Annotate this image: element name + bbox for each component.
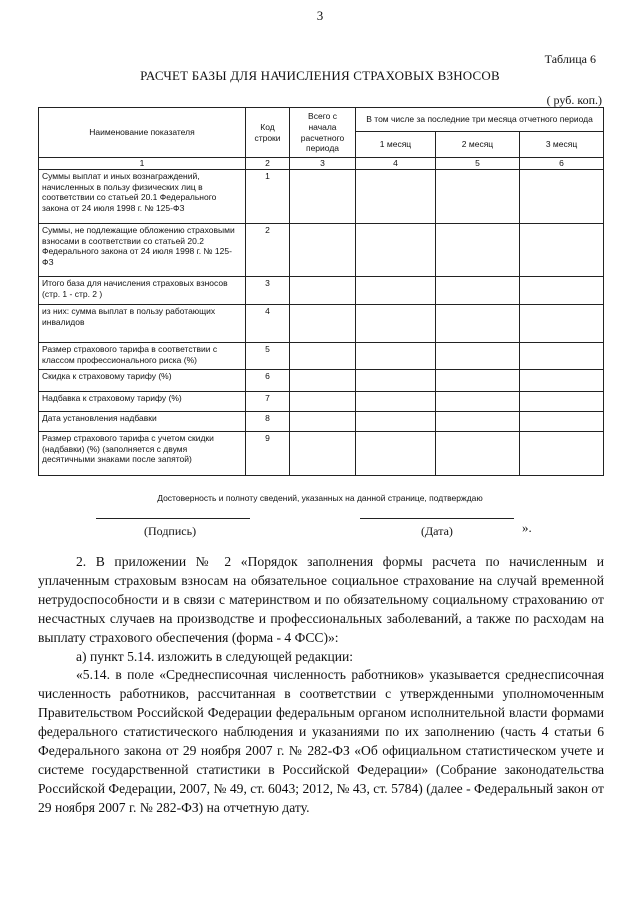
row-name: Суммы выплат и иных вознаграждений, начисленных в пользу физических лиц в соответствии со статьей 20.1 Федерального закона от 24 июля 1998 г. № 125-ФЗ	[39, 170, 246, 224]
value-cell[interactable]	[520, 370, 604, 392]
value-cell[interactable]	[436, 277, 520, 305]
column-number: 2	[246, 158, 290, 170]
table-row	[39, 343, 604, 370]
value-cell[interactable]	[520, 224, 604, 277]
confirmation-statement: Достоверность и полноту сведений, указанных на данной странице, подтверждаю	[157, 493, 483, 503]
table-row	[39, 412, 604, 432]
amendment-text	[38, 553, 604, 818]
row-name: Надбавка к страховому тарифу (%)	[39, 392, 246, 412]
paragraph: а) пункт 5.14. изложить в следующей редакции:	[76, 648, 354, 664]
table-row	[39, 370, 604, 392]
value-cell[interactable]	[356, 170, 436, 224]
table-row	[39, 432, 604, 476]
row-code: 3	[246, 277, 290, 305]
date-line[interactable]	[360, 518, 514, 519]
value-cell[interactable]	[356, 370, 436, 392]
header-month-1: 1 месяц	[356, 132, 436, 158]
header-row-code: Код строки	[246, 108, 290, 158]
date-suffix: ».	[522, 520, 532, 535]
value-cell[interactable]	[436, 224, 520, 277]
header-last-three-months: В том числе за последние три месяца отчетного периода	[356, 108, 604, 132]
header-total: Всего с начала расчетного периода	[290, 108, 356, 158]
value-cell[interactable]	[290, 277, 356, 305]
row-name: Итого база для начисления страховых взносов (стр. 1 - стр. 2 )	[39, 277, 246, 305]
value-cell[interactable]	[520, 305, 604, 343]
row-code: 7	[246, 392, 290, 412]
row-name: Размер страхового тарифа в соответствии с классом профессионального риска (%)	[39, 343, 246, 370]
page-title: РАСЧЕТ БАЗЫ ДЛЯ НАЧИСЛЕНИЯ СТРАХОВЫХ ВЗНОСОВ	[140, 68, 500, 83]
value-cell[interactable]	[436, 343, 520, 370]
table-row	[39, 277, 604, 305]
paragraph: «5.14. в поле «Среднесписочная численность работников» указывается среднесписочная численность работников, рассчитанная в соответствии с утвержденными уполномоченным Правительством Российской Федерации федеральным органом исполнительной власти формами федерального статистического наблюдения и указаниями по их заполнению (часть 4 статьи 6 Федерального закона от 29 ноября 2007 г. № 282-ФЗ «Об официальном статистическом учете и системе государственной статистики в Российской Федерации» (Собрание законодательства Российской Федерации, 2007, № 49, ст. 6043; 2012, № 43, ст. 5784) (далее - Федеральный закон от 29 ноября 2007 г. № 282-ФЗ) на отчетную дату.	[38, 667, 604, 815]
units-label: ( руб. коп.)	[546, 93, 602, 107]
table-row	[39, 305, 604, 343]
row-code: 4	[246, 305, 290, 343]
value-cell[interactable]	[356, 392, 436, 412]
value-cell[interactable]	[290, 224, 356, 277]
row-name: Суммы, не подлежащие обложению страховыми взносами в соответствии со статьей 20.2 Федерального закона от 24 июля 1998 г. № 125-ФЗ	[39, 224, 246, 277]
value-cell[interactable]	[356, 305, 436, 343]
header-indicator-name: Наименование показателя	[39, 108, 246, 158]
contributions-base-table	[38, 107, 604, 476]
value-cell[interactable]	[436, 392, 520, 412]
value-cell[interactable]	[290, 412, 356, 432]
value-cell[interactable]	[436, 412, 520, 432]
value-cell[interactable]	[290, 370, 356, 392]
value-cell[interactable]	[356, 432, 436, 476]
row-name: Скидка к страховому тарифу (%)	[39, 370, 246, 392]
table-row	[39, 170, 604, 224]
column-number: 5	[436, 158, 520, 170]
table-row	[39, 224, 604, 277]
value-cell[interactable]	[356, 412, 436, 432]
table-label: Таблица 6	[544, 52, 596, 66]
signature-label: (Подпись)	[144, 524, 197, 538]
page-number: 3	[316, 8, 324, 23]
value-cell[interactable]	[520, 343, 604, 370]
value-cell[interactable]	[520, 392, 604, 412]
column-number: 1	[39, 158, 246, 170]
row-code: 1	[246, 170, 290, 224]
row-name: из них: сумма выплат в пользу работающих инвалидов	[39, 305, 246, 343]
value-cell[interactable]	[520, 170, 604, 224]
column-number: 3	[290, 158, 356, 170]
header-month-2: 2 месяц	[436, 132, 520, 158]
row-code: 2	[246, 224, 290, 277]
column-number: 4	[356, 158, 436, 170]
value-cell[interactable]	[356, 343, 436, 370]
date-label: (Дата)	[421, 524, 453, 538]
row-name: Размер страхового тарифа с учетом скидки (надбавки) (%) (заполняется с двумя десятичными знаками после запятой)	[39, 432, 246, 476]
column-number: 6	[520, 158, 604, 170]
value-cell[interactable]	[290, 305, 356, 343]
row-name: Дата установления надбавки	[39, 412, 246, 432]
value-cell[interactable]	[290, 432, 356, 476]
column-numbers-row	[39, 158, 604, 170]
value-cell[interactable]	[520, 412, 604, 432]
value-cell[interactable]	[356, 224, 436, 277]
value-cell[interactable]	[520, 432, 604, 476]
table-row	[39, 392, 604, 412]
value-cell[interactable]	[436, 370, 520, 392]
value-cell[interactable]	[520, 277, 604, 305]
value-cell[interactable]	[290, 392, 356, 412]
row-code: 5	[246, 343, 290, 370]
signature-line[interactable]	[96, 518, 250, 519]
value-cell[interactable]	[356, 277, 436, 305]
header-month-3: 3 месяц	[520, 132, 604, 158]
value-cell[interactable]	[436, 170, 520, 224]
value-cell[interactable]	[290, 170, 356, 224]
value-cell[interactable]	[436, 432, 520, 476]
paragraph: 2. В приложении № 2 «Порядок заполнения формы расчета по начисленным и уплаченным страховым взносам на обязательное социальное страхование на случай временной нетрудоспособности и в связи с материнством и по обязательному социальному страхованию от несчастных случаев на производстве и профессиональных заболеваний, а также по расходам на выплату страхового обеспечения (форма - 4 ФСС)»:	[38, 554, 604, 645]
value-cell[interactable]	[436, 305, 520, 343]
value-cell[interactable]	[290, 343, 356, 370]
row-code: 9	[246, 432, 290, 476]
row-code: 8	[246, 412, 290, 432]
row-code: 6	[246, 370, 290, 392]
